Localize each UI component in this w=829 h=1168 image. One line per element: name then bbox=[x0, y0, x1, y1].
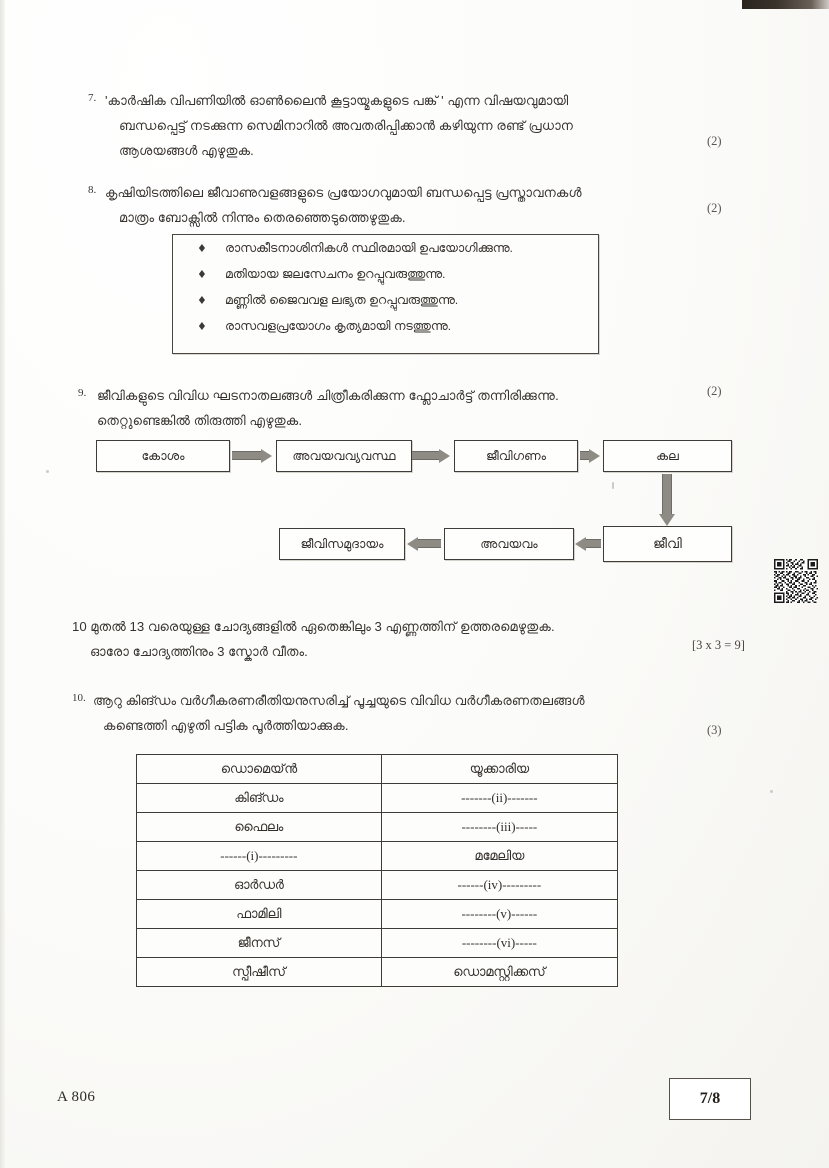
table-row bbox=[137, 784, 618, 813]
taxon-level: ജീനസ് bbox=[137, 929, 382, 958]
flow-arrow-left-icon bbox=[407, 538, 441, 549]
table-row bbox=[137, 755, 618, 784]
flow-box-community: ജീവിസമുദായം bbox=[279, 528, 405, 560]
statement-item-text: മണ്ണിൽ ജൈവവള ലഭ്യത ഉറപ്പുവരുത്തുന്നു. bbox=[225, 292, 459, 307]
question-8-number: 8. bbox=[88, 184, 97, 196]
question-7-line-1: 'കാർഷിക വിപണിയിൽ ഓൺലൈൻ കൂട്ടായ്മകളുടെ പങ്ക് ' എന്ന വിഷയവുമായി bbox=[105, 93, 569, 108]
section-instruction-line-1: 10 മുതൽ 13 വരെയുള്ള ചോദ്യങ്ങളിൽ ഏതെങ്കിലും 3 എണ്ണത്തിന് ഉത്തരമെഴുതുക. bbox=[72, 619, 555, 634]
taxon-level: ------(i)--------- bbox=[137, 842, 382, 871]
scan-edge-left bbox=[0, 0, 5, 1168]
table-row bbox=[137, 900, 618, 929]
taxon-level: കിങ്ഡം bbox=[137, 784, 382, 813]
flow-arrow-right-icon bbox=[232, 450, 272, 461]
flow-box-organ: അവയവം bbox=[444, 528, 574, 560]
section-instruction-marks: [3 x 3 = 9] bbox=[692, 638, 745, 652]
diamond-bullet-icon: ♦ bbox=[197, 241, 207, 255]
flow-arrow-right-icon bbox=[412, 450, 450, 461]
page-number-box bbox=[669, 1078, 751, 1120]
question-10-number: 10. bbox=[72, 692, 86, 704]
qr-code-icon bbox=[774, 559, 818, 603]
flow-box-population: ജീവിഗണം bbox=[454, 440, 578, 472]
statement-item-text: രാസകീടനാശിനികൾ സ്ഥിരമായി ഉപയോഗിക്കുന്നു. bbox=[225, 240, 513, 255]
question-9-line-2: തെറ്റുണ്ടെങ്കിൽ തിരുത്തി എഴുതുക. bbox=[97, 413, 303, 428]
flow-arrow-right-icon bbox=[580, 450, 600, 461]
taxon-level: ഓർഡർ bbox=[137, 871, 382, 900]
taxon-value: --------(v)------ bbox=[381, 900, 617, 929]
statement-item-text: രാസവളപ്രയോഗം കൃത്യമായി നടത്തുന്നു. bbox=[225, 318, 452, 333]
diamond-bullet-icon: ♦ bbox=[197, 267, 207, 281]
table-row bbox=[137, 929, 618, 958]
table-row bbox=[137, 813, 618, 842]
taxon-value: --------(iii)----- bbox=[381, 813, 617, 842]
question-7-marks: (2) bbox=[707, 134, 722, 148]
table-row bbox=[137, 842, 618, 871]
paper-code: A 806 bbox=[57, 1089, 96, 1105]
statement-box bbox=[172, 234, 599, 354]
statement-item bbox=[197, 235, 598, 261]
question-10-marks: (3) bbox=[707, 723, 722, 737]
flow-box-organ-system: അവയവവ്യവസ്ഥ bbox=[276, 440, 412, 472]
statement-item bbox=[197, 287, 598, 313]
table-row bbox=[137, 871, 618, 900]
diamond-bullet-icon: ♦ bbox=[197, 319, 207, 333]
taxon-value: യൂക്കാരിയ bbox=[381, 755, 617, 784]
question-10-line-1: ആറു കിങ്ഡം വർഗീകരണരീതിയനുസരിച്ച് പൂച്ചയുടെ വിവിധ വർഗീകരണതലങ്ങൾ bbox=[93, 693, 585, 708]
question-9-marks: (2) bbox=[707, 384, 722, 398]
flow-box-tissue: കല bbox=[603, 440, 732, 472]
flow-box-organism: ജീവി bbox=[603, 526, 732, 562]
scan-speck bbox=[770, 790, 773, 793]
question-9 bbox=[78, 383, 718, 433]
question-8-line-2: മാത്രം ബോക്സിൽ നിന്നും തെരഞ്ഞെടുത്തെഴുതുക. bbox=[119, 210, 406, 225]
flow-arrow-down-icon bbox=[660, 474, 673, 526]
question-7-line-2: ബന്ധപ്പെട്ട് നടക്കുന്ന സെമിനാറിൽ അവതരിപ്പിക്കാൻ കഴിയുന്ന രണ്ട് പ്രധാന bbox=[119, 118, 573, 133]
taxon-value: മമേലിയ bbox=[381, 842, 617, 871]
flow-box-cell: കോശം bbox=[96, 440, 230, 472]
scan-speck bbox=[612, 482, 614, 489]
taxon-level: ഡൊമെയ്ൻ bbox=[137, 755, 382, 784]
table-row bbox=[137, 958, 618, 987]
question-8-marks: (2) bbox=[707, 201, 722, 215]
statement-item bbox=[197, 261, 598, 287]
statement-item bbox=[197, 313, 598, 339]
scan-edge-top bbox=[742, 0, 829, 9]
taxon-level: ഫാമിലി bbox=[137, 900, 382, 929]
question-10-line-2: കണ്ടെത്തി എഴുതി പട്ടിക പൂർത്തിയാക്കുക. bbox=[103, 718, 349, 733]
taxon-value: ഡൊമസ്റ്റിക്കസ് bbox=[381, 958, 617, 987]
diamond-bullet-icon: ♦ bbox=[197, 293, 207, 307]
question-9-line-1: ജീവികളുടെ വിവിധ ഘടനാതലങ്ങൾ ചിത്രീകരിക്കുന്ന ഫ്ലോചാർട്ട് തന്നിരിക്കുന്നു. bbox=[97, 388, 559, 403]
organisation-levels-flowchart bbox=[96, 432, 736, 572]
question-8-line-1: കൃഷിയിടത്തിലെ ജീവാണുവളങ്ങളുടെ പ്രയോഗവുമായി ബന്ധപ്പെട്ട പ്രസ്താവനകൾ bbox=[105, 185, 582, 200]
taxon-value: --------(vi)----- bbox=[381, 929, 617, 958]
taxonomy-table bbox=[136, 754, 618, 987]
page-number-label: 7/8 bbox=[699, 1090, 721, 1107]
section-instruction-line-2: ഓരോ ചോദ്യത്തിനും 3 സ്കോർ വീതം. bbox=[90, 644, 308, 659]
question-9-number: 9. bbox=[78, 387, 87, 399]
question-8 bbox=[88, 180, 708, 230]
taxon-level: സ്പീഷീസ് bbox=[137, 958, 382, 987]
section-instruction bbox=[72, 614, 732, 664]
question-7-number: 7. bbox=[88, 92, 97, 104]
taxon-value: ------(iv)--------- bbox=[381, 871, 617, 900]
statement-item-text: മതിയായ ജലസേചനം ഉറപ്പുവരുത്തുന്നു. bbox=[225, 266, 446, 281]
taxon-level: ഫൈലം bbox=[137, 813, 382, 842]
question-7-line-3: ആശയങ്ങൾ എഴുതുക. bbox=[119, 143, 254, 158]
question-10 bbox=[72, 688, 722, 738]
question-7 bbox=[88, 88, 708, 163]
taxon-value: -------(ii)------- bbox=[381, 784, 617, 813]
scan-speck bbox=[46, 470, 49, 473]
flow-arrow-left-icon bbox=[575, 538, 601, 549]
